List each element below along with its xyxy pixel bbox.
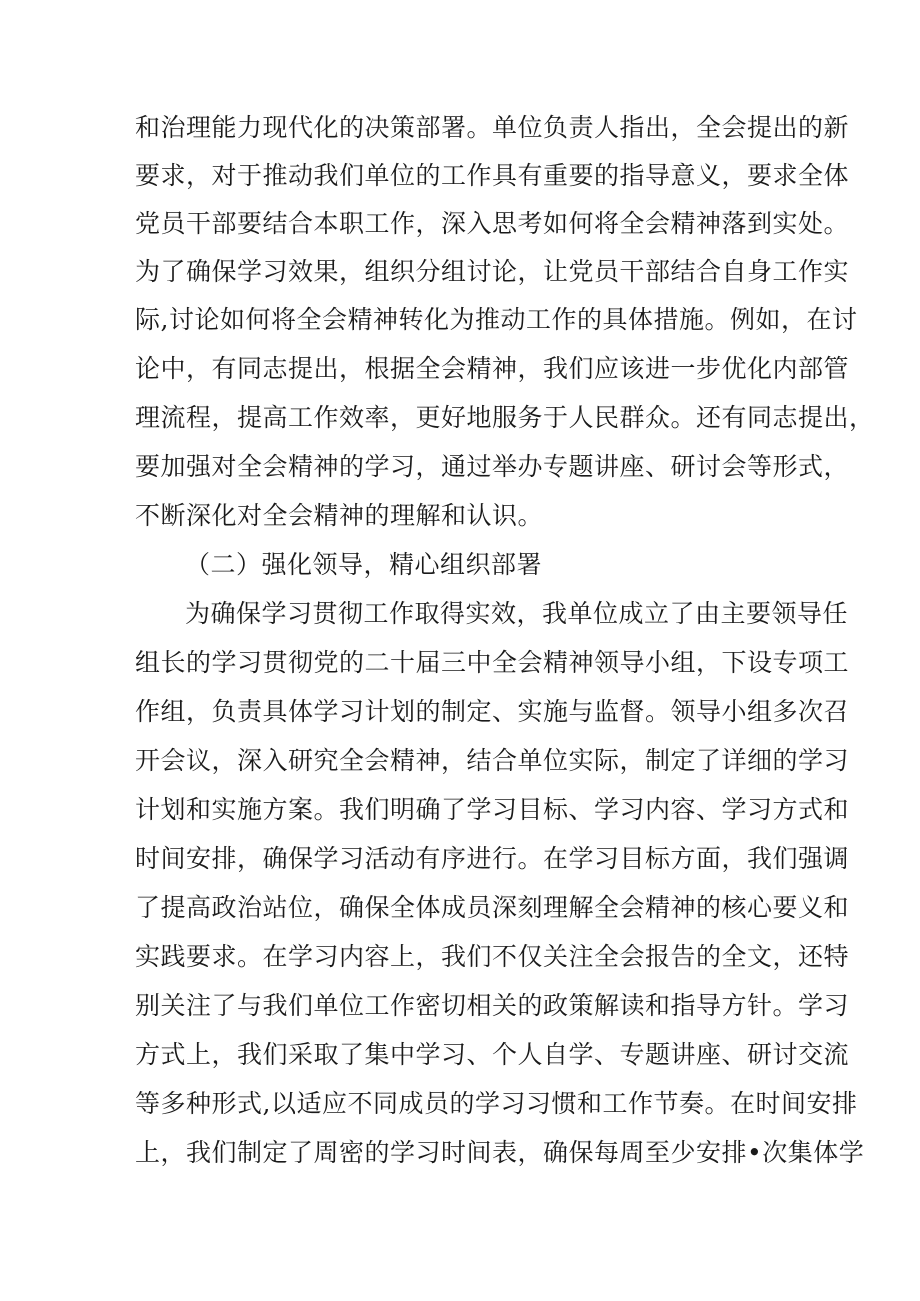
paragraph-1-line: 要加强对全会精神的学习，通过举办专题讲座、研讨会等形式， — [135, 452, 850, 481]
paragraph-1-line: 为了确保学习效果，组织分组讨论，让党员干部结合自身工作实 — [135, 257, 850, 286]
paragraph-1-line: 和治理能力现代化的决策部署。单位负责人指出，全会提出的新 — [135, 113, 850, 142]
paragraph-2-line: 了提高政治站位，确保全体成员深刻理解全会精神的核心要义和 — [135, 893, 850, 922]
paragraph-1-line: 党员干部要结合本职工作，深入思考如何将全会精神落到实处。 — [135, 209, 850, 238]
paragraph-2-line: 为确保学习贯彻工作取得实效，我单位成立了由主要领导任 — [185, 599, 849, 628]
paragraph-2-line: 等多种形式,以适应不同成员的学习习惯和工作节奏。在时间安排 — [135, 1089, 858, 1118]
section-heading: （二）强化领导，精心组织部署 — [185, 550, 543, 579]
paragraph-2-line: 实践要求。在学习内容上，我们不仅关注全会报告的全文，还特 — [135, 942, 850, 971]
paragraph-1-line: 不断深化对全会精神的理解和认识。 — [135, 501, 544, 530]
paragraph-2-line: 上，我们制定了周密的学习时间表，确保每周至少安排•次集体学 — [135, 1138, 865, 1167]
paragraph-1-line: 理流程，提高工作效率，更好地服务于人民群众。还有同志提出， — [135, 403, 875, 432]
paragraph-2-line: 作组，负责具体学习计划的制定、实施与监督。领导小组多次召 — [135, 697, 850, 726]
paragraph-2-line: 时间安排，确保学习活动有序进行。在学习目标方面，我们强调 — [135, 844, 850, 873]
paragraph-1-line: 际,讨论如何将全会精神转化为推动工作的具体措施。例如，在讨 — [135, 305, 858, 334]
paragraph-2-line: 别关注了与我们单位工作密切相关的政策解读和指导方针。学习 — [135, 991, 850, 1020]
paragraph-1-line: 要求，对于推动我们单位的工作具有重要的指导意义，要求全体 — [135, 161, 850, 190]
paragraph-2-line: 计划和实施方案。我们明确了学习目标、学习内容、学习方式和 — [135, 795, 850, 824]
paragraph-2-line: 组长的学习贯彻党的二十届三中全会精神领导小组，下设专项工 — [135, 648, 850, 677]
paragraph-2-line: 方式上，我们采取了集中学习、个人自学、专题讲座、研讨交流 — [135, 1040, 850, 1069]
paragraph-1-line: 论中，有同志提出，根据全会精神，我们应该进一步优化内部管 — [135, 354, 850, 383]
paragraph-2-line: 开会议，深入研究全会精神，结合单位实际，制定了详细的学习 — [135, 746, 850, 775]
